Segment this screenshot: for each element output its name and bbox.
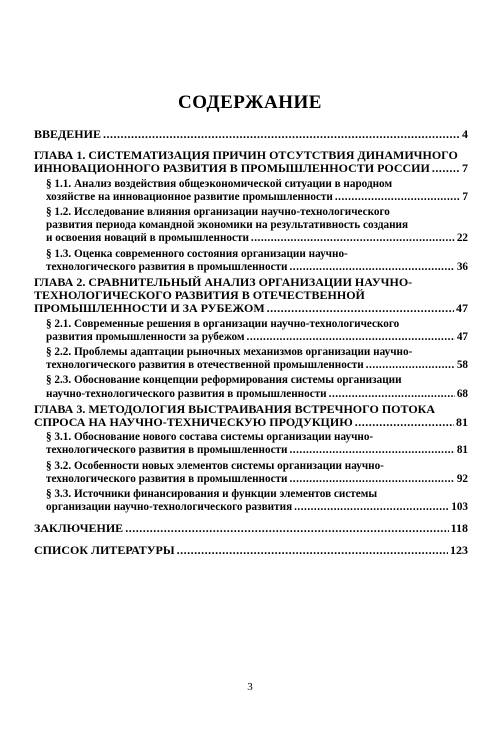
leader-dots	[290, 473, 455, 486]
toc-page-number: 68	[456, 387, 468, 400]
toc-chapter-2	[34, 276, 468, 316]
page-number: 3	[247, 681, 253, 693]
leader-dots	[366, 359, 455, 372]
toc-line: § 2.2. Проблемы адаптации рыночных механизмов организации научно-	[46, 346, 413, 359]
toc-section-3-1	[34, 431, 468, 457]
toc-line: ТЕХНОЛОГИЧЕСКОГО РАЗВИТИЯ В ОТЕЧЕСТВЕННОЙ	[34, 288, 365, 303]
toc-line: организации научно-технологического развития	[46, 501, 293, 514]
toc-section-3-3	[34, 488, 468, 514]
toc-section-2-3	[34, 374, 468, 400]
toc-label: ЗАКЛЮЧЕНИЕ	[34, 521, 124, 536]
toc-label: СПИСОК ЛИТЕРАТУРЫ	[34, 542, 175, 557]
toc-page-number: 7	[462, 161, 468, 176]
toc-line: развития промышленности за рубежом	[46, 330, 245, 343]
leader-dots	[267, 302, 454, 315]
toc-line: ГЛАВА 2. СРАВНИТЕЛЬНЫЙ АНАЛИЗ ОРГАНИЗАЦИИ НАУЧНО-	[34, 275, 413, 290]
toc-line: ИННОВАЦИОННОГО РАЗВИТИЯ В ПРОМЫШЛЕННОСТИ РОССИИ	[34, 161, 430, 176]
leader-dots	[294, 501, 449, 514]
toc-section-2-1	[34, 318, 468, 344]
toc-references	[34, 544, 468, 557]
leader-dots	[290, 261, 455, 274]
leader-dots	[247, 331, 455, 344]
toc-label: ВВЕДЕНИЕ	[34, 127, 101, 141]
toc-page-number: 103	[451, 501, 468, 514]
toc-line: § 3.3. Источники финансирования и функции элементов системы	[46, 488, 378, 501]
toc-line: ГЛАВА 3. МЕТОДОЛОГИЯ ВЫСТРАИВАНИЯ ВСТРЕЧНОГО ПОТОКА	[34, 401, 436, 416]
toc-page-number: 118	[450, 521, 468, 536]
toc-page-number: 47	[456, 301, 468, 316]
toc-section-2-2	[34, 346, 468, 372]
toc-page-number: 81	[456, 444, 468, 457]
toc-line: § 1.2. Исследование влияния организации научно-технологического	[46, 206, 390, 219]
toc-line: ГЛАВА 1. СИСТЕМАТИЗАЦИЯ ПРИЧИН ОТСУТСТВИЯ ДИНАМИЧНОГО	[34, 148, 458, 163]
toc-intro	[34, 128, 468, 141]
toc-line: и освоения новаций в промышленности	[46, 232, 249, 245]
toc-line: § 2.1. Современные решения в организации научно-технологического	[46, 317, 400, 330]
leader-dots	[177, 544, 448, 557]
leader-dots	[251, 232, 455, 245]
toc-page-number: 58	[456, 359, 468, 372]
toc-section-1-3	[34, 248, 468, 274]
toc-line: технологического развития в отечественной промышленности	[46, 359, 364, 372]
toc-page-number: 7	[462, 190, 468, 203]
leader-dots	[290, 444, 455, 457]
toc-section-1-2	[34, 206, 468, 246]
toc-chapter-1	[34, 149, 468, 175]
toc-page-number: 81	[456, 415, 468, 430]
toc-page-number: 4	[462, 127, 468, 141]
toc-line: технологического развития в промышленности	[46, 472, 288, 485]
page-title: СОДЕРЖАНИЕ	[178, 92, 322, 113]
toc-line: технологического развития в промышленности	[46, 444, 288, 457]
toc-page-number: 22	[456, 232, 468, 245]
toc-line: СПРОСА НА НАУЧНО-ТЕХНИЧЕСКУЮ ПРОДУКЦИЮ	[34, 415, 353, 430]
toc-line: § 3.2. Особенности новых элементов системы организации научно-	[46, 459, 384, 472]
leader-dots	[335, 191, 461, 204]
toc-line: ПРОМЫШЛЕННОСТИ И ЗА РУБЕЖОМ	[34, 301, 265, 316]
toc-section-3-2	[34, 460, 468, 486]
toc-page-number: 92	[456, 472, 468, 485]
toc-line: § 1.3. Оценка современного состояния организации научно-	[46, 247, 348, 260]
table-of-contents	[34, 128, 468, 559]
toc-section-1-1	[34, 178, 468, 204]
toc-line: технологического развития в промышленности	[46, 260, 288, 273]
leader-dots	[125, 522, 448, 535]
toc-line: § 2.3. Обоснование концепции реформирования системы организации	[46, 374, 402, 387]
leader-dots	[432, 162, 460, 175]
toc-page-number: 123	[450, 542, 468, 557]
toc-conclusion	[34, 522, 468, 535]
leader-dots	[329, 388, 455, 401]
toc-line: научно-технологического развития в промышленности	[46, 387, 327, 400]
leader-dots	[355, 416, 454, 429]
toc-chapter-3	[34, 403, 468, 429]
toc-line: § 3.1. Обоснование нового состава системы организации научно-	[46, 431, 374, 444]
toc-line: развития периода командной экономики на результативность создания	[46, 219, 409, 232]
toc-page-number: 47	[456, 330, 468, 343]
leader-dots	[103, 128, 460, 141]
toc-line: § 1.1. Анализ воздействия общеэкономической ситуации в народном	[46, 177, 393, 190]
toc-page-number: 36	[456, 260, 468, 273]
toc-line: хозяйстве на инновационное развитие промышленности	[46, 190, 333, 203]
